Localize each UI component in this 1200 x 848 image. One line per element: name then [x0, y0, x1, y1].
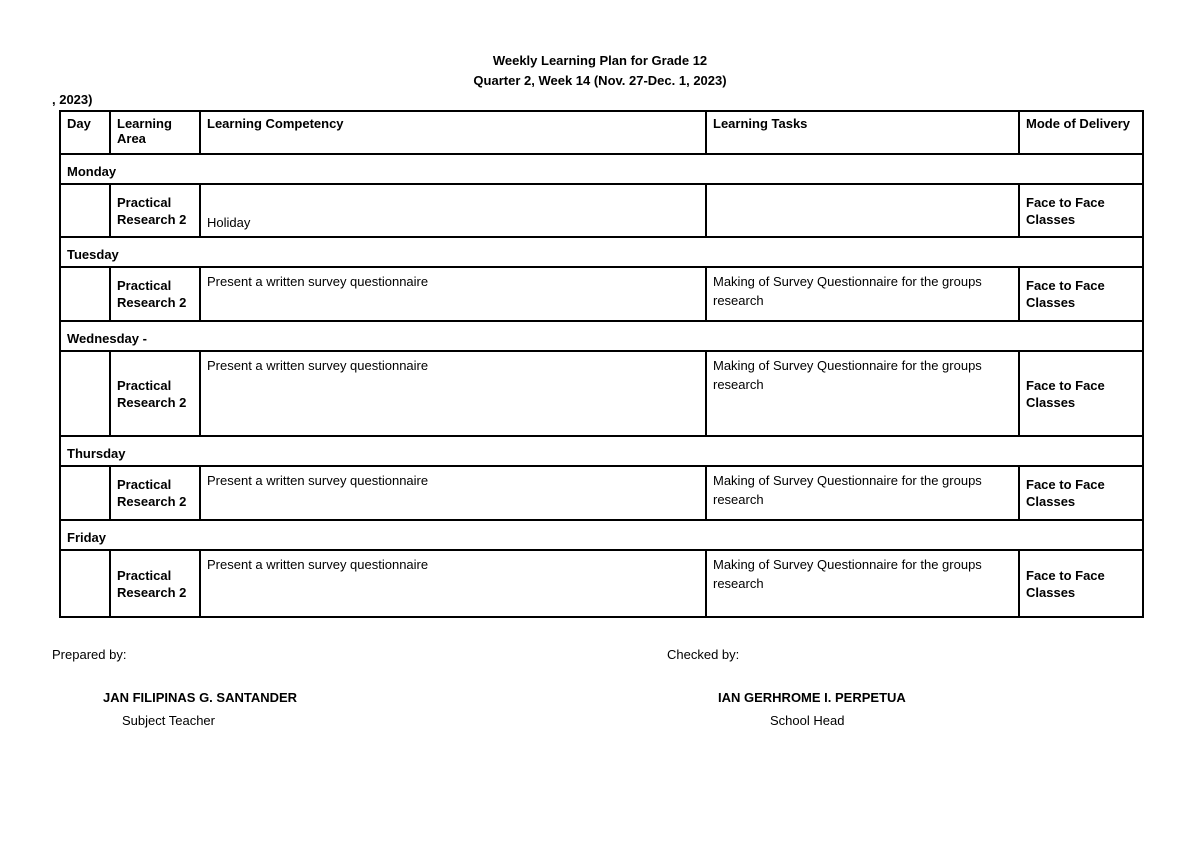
day-row-friday	[60, 520, 1143, 550]
header-day: Day	[60, 111, 110, 154]
mode-of-delivery-cell: Face to Face Classes	[1019, 351, 1143, 436]
teacher-name: JAN FILIPINAS G. SANTANDER	[103, 690, 298, 705]
learning-competency-cell: Present a written survey questionnaire	[200, 267, 706, 321]
table-header-row	[60, 111, 1143, 154]
empty-day-cell	[60, 351, 110, 436]
table-row	[60, 184, 1143, 237]
day-row-thursday	[60, 436, 1143, 466]
learning-competency-cell: Holiday	[200, 184, 706, 237]
day-row-monday	[60, 154, 1143, 184]
table-row	[60, 267, 1143, 321]
learning-area-cell: Practical Research 2	[110, 351, 200, 436]
day-label: Thursday	[60, 436, 1143, 466]
day-row-tuesday	[60, 237, 1143, 267]
table-row	[60, 351, 1143, 436]
mode-of-delivery-cell: Face to Face Classes	[1019, 184, 1143, 237]
day-label: Friday	[60, 520, 1143, 550]
learning-area-cell: Practical Research 2	[110, 184, 200, 237]
learning-tasks-cell: Making of Survey Questionnaire for the groups research	[706, 267, 1019, 321]
learning-area-cell: Practical Research 2	[110, 267, 200, 321]
page-subtitle: Quarter 2, Week 14 (Nov. 27-Dec. 1, 2023)	[473, 73, 727, 88]
learning-area-cell: Practical Research 2	[110, 550, 200, 617]
prepared-by-label: Prepared by:	[52, 647, 127, 662]
table-row	[60, 550, 1143, 617]
day-row-wednesday	[60, 321, 1143, 351]
school-head-role: School Head	[770, 713, 845, 728]
teacher-role: Subject Teacher	[122, 713, 215, 728]
learning-area-cell: Practical Research 2	[110, 466, 200, 520]
learning-tasks-cell	[706, 184, 1019, 237]
empty-day-cell	[60, 267, 110, 321]
learning-tasks-cell: Making of Survey Questionnaire for the groups research	[706, 466, 1019, 520]
header-learning-tasks: Learning Tasks	[706, 111, 1019, 154]
empty-day-cell	[60, 184, 110, 237]
learning-tasks-cell: Making of Survey Questionnaire for the groups research	[706, 550, 1019, 617]
mode-of-delivery-cell: Face to Face Classes	[1019, 550, 1143, 617]
stray-date-text: , 2023)	[52, 92, 93, 107]
mode-of-delivery-cell: Face to Face Classes	[1019, 267, 1143, 321]
page-title: Weekly Learning Plan for Grade 12	[492, 53, 708, 68]
empty-day-cell	[60, 466, 110, 520]
header-mode-of-delivery: Mode of Delivery	[1019, 111, 1143, 154]
day-label: Tuesday	[60, 237, 1143, 267]
header-learning-area: Learning Area	[110, 111, 200, 154]
learning-competency-cell: Present a written survey questionnaire	[200, 550, 706, 617]
weekly-plan-table	[59, 110, 1144, 618]
mode-of-delivery-cell: Face to Face Classes	[1019, 466, 1143, 520]
checked-by-label: Checked by:	[667, 647, 740, 662]
day-label: Wednesday -	[60, 321, 1143, 351]
learning-competency-cell: Present a written survey questionnaire	[200, 351, 706, 436]
header-learning-competency: Learning Competency	[200, 111, 706, 154]
day-label: Monday	[60, 154, 1143, 184]
table-row	[60, 466, 1143, 520]
school-head-name: IAN GERHROME I. PERPETUA	[718, 690, 906, 705]
empty-day-cell	[60, 550, 110, 617]
learning-competency-cell: Present a written survey questionnaire	[200, 466, 706, 520]
learning-tasks-cell: Making of Survey Questionnaire for the groups research	[706, 351, 1019, 436]
